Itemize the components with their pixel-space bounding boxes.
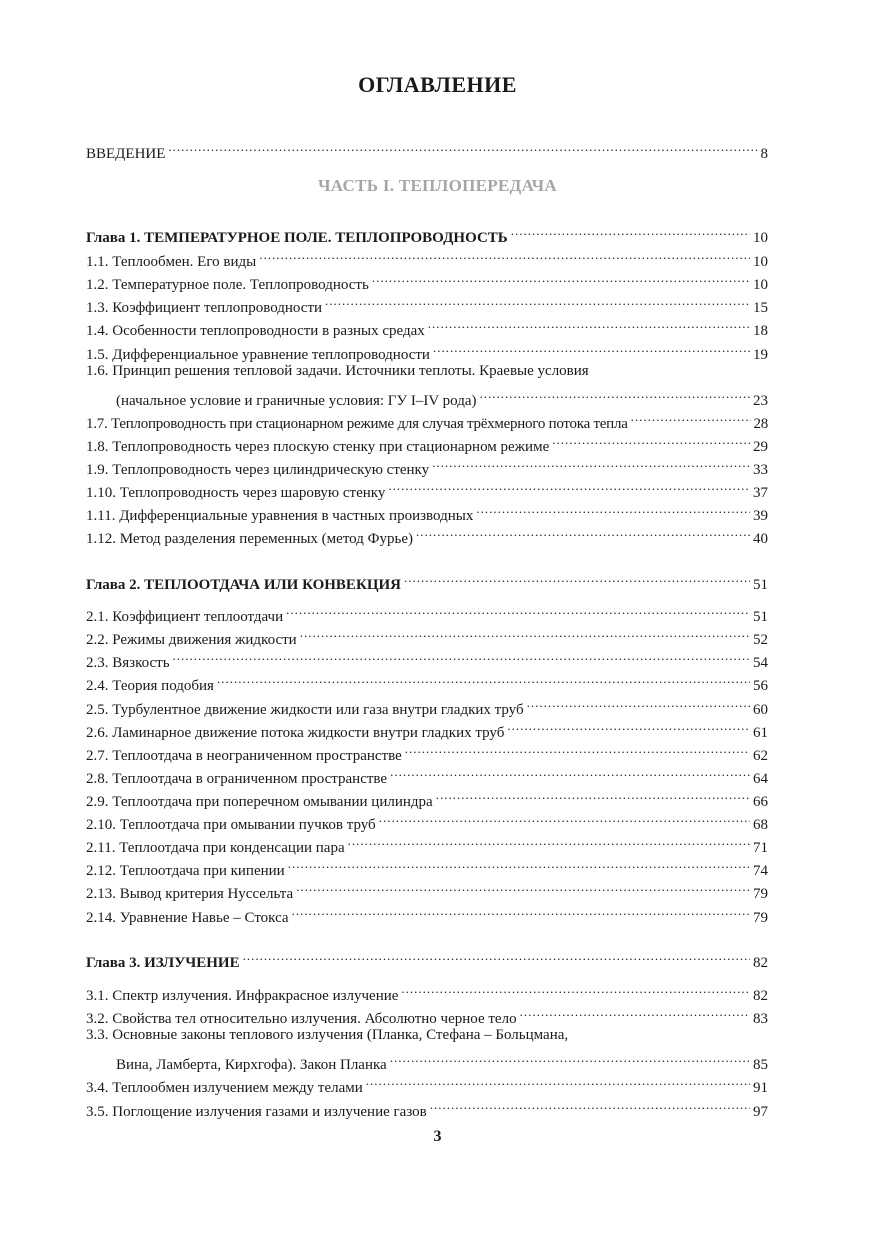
chapter-heading-2 xyxy=(86,567,768,593)
toc-entry xyxy=(86,622,768,648)
entry-page: 15 xyxy=(753,300,768,316)
entry-title: 3.3. Основные законы теплового излучения (Планка, Стефана – Больцмана, xyxy=(86,1027,569,1043)
entry-title: 1.7. Теплопроводность при стационарном режиме для случая трёхмерного потока тепла xyxy=(86,416,628,432)
toc-entry xyxy=(86,452,768,478)
leader-dots xyxy=(401,978,750,1000)
entry-page: 10 xyxy=(753,254,768,270)
toc-entry xyxy=(86,1070,768,1096)
entry-page: 28 xyxy=(753,416,768,432)
entry-title: Глава 3. ИЗЛУЧЕНИЕ xyxy=(86,955,240,971)
toc-entry xyxy=(86,360,768,382)
leader-dots xyxy=(428,313,750,335)
leader-dots xyxy=(388,475,750,497)
toc-entry xyxy=(86,761,768,787)
leader-dots xyxy=(405,738,750,760)
toc-entry xyxy=(86,1024,768,1046)
toc-entry-continuation xyxy=(116,1047,768,1073)
toc-entry xyxy=(86,645,768,671)
entry-title: 2.5. Турбулентное движение жидкости или газа внутри гладких труб xyxy=(86,702,524,718)
entry-page: 68 xyxy=(753,817,768,833)
toc-entry xyxy=(86,599,768,625)
entry-page: 61 xyxy=(753,725,768,741)
leader-dots xyxy=(507,715,750,737)
entry-page: 23 xyxy=(753,393,768,409)
leader-dots xyxy=(372,267,750,289)
toc-entry xyxy=(86,498,768,524)
entry-title: 1.3. Коэффициент теплопроводности xyxy=(86,300,323,316)
leader-dots xyxy=(436,784,750,806)
toc-entry xyxy=(86,807,768,833)
leader-dots xyxy=(511,220,750,242)
toc-entry xyxy=(86,475,768,501)
leader-dots xyxy=(552,429,750,451)
toc-entry xyxy=(86,1001,768,1027)
leader-dots xyxy=(168,136,757,158)
chapter-heading-3 xyxy=(86,945,768,971)
entry-page: 18 xyxy=(753,323,768,339)
entry-page: 40 xyxy=(753,531,768,547)
chapter-heading-1 xyxy=(86,220,768,246)
toc-entry xyxy=(86,715,768,741)
leader-dots xyxy=(292,900,750,922)
leader-dots xyxy=(296,876,750,898)
entry-page: 10 xyxy=(753,230,768,246)
leader-dots xyxy=(286,599,750,621)
leader-dots xyxy=(259,244,750,266)
entry-page: 19 xyxy=(753,347,768,363)
entry-title: 2.12. Теплоотдача при кипении xyxy=(86,863,285,879)
entry-title: 2.13. Вывод критерия Нуссельта xyxy=(86,886,294,902)
toc-entry-continuation xyxy=(116,383,768,409)
entry-title: 2.11. Теплоотдача при конденсации пара xyxy=(86,840,345,856)
entry-title: 2.14. Уравнение Навье – Стокса xyxy=(86,910,289,926)
entry-page: 79 xyxy=(753,886,768,902)
leader-dots xyxy=(390,1047,750,1069)
entry-page: 54 xyxy=(753,655,768,671)
toc-entry xyxy=(86,876,768,902)
leader-dots xyxy=(433,337,750,359)
entry-title: 2.7. Теплоотдача в неограниченном пространстве xyxy=(86,748,402,764)
entry-title: 1.5. Дифференциальное уравнение теплопроводности xyxy=(86,347,430,363)
leader-dots xyxy=(520,1001,750,1023)
toc-entry xyxy=(86,313,768,339)
entry-title: 3.4. Теплообмен излучением между телами xyxy=(86,1080,363,1096)
leader-dots xyxy=(366,1070,750,1092)
toc-entry xyxy=(86,244,768,270)
entry-page: 62 xyxy=(753,748,768,764)
leader-dots xyxy=(325,290,750,312)
toc-entry xyxy=(86,337,768,363)
entry-title: 2.8. Теплоотдача в ограниченном пространстве xyxy=(86,771,388,787)
toc-entry xyxy=(86,830,768,856)
toc-entry xyxy=(86,406,768,432)
entry-title: 1.2. Температурное поле. Теплопроводность xyxy=(86,277,369,293)
entry-title: ВВЕДЕНИЕ xyxy=(86,146,166,162)
entry-title: 1.1. Теплообмен. Его виды xyxy=(86,254,257,270)
leader-dots xyxy=(217,668,750,690)
leader-dots xyxy=(390,761,750,783)
part-heading: ЧАСТЬ I. ТЕПЛОПЕРЕДАЧА xyxy=(318,176,557,195)
entry-page: 29 xyxy=(753,439,768,455)
entry-title: (начальное условие и граничные условия: ГУ I–IV рода) xyxy=(116,393,477,409)
entry-title: 2.2. Режимы движения жидкости xyxy=(86,632,297,648)
entry-title: 1.10. Теплопроводность через шаровую стенку xyxy=(86,485,386,501)
entry-title: 1.8. Теплопроводность через плоскую стенку при стационарном режиме xyxy=(86,439,550,455)
entry-title: 1.12. Метод разделения переменных (метод Фурье) xyxy=(86,531,413,547)
entry-page: 60 xyxy=(753,702,768,718)
entry-title: Глава 2. ТЕПЛООТДАЧА ИЛИ КОНВЕКЦИЯ xyxy=(86,577,401,593)
toc-entry-intro xyxy=(86,136,768,162)
leader-dots xyxy=(173,645,750,667)
entry-page: 33 xyxy=(753,462,768,478)
leader-dots xyxy=(479,383,750,405)
leader-dots xyxy=(288,853,750,875)
toc-entry xyxy=(86,429,768,455)
entry-title: 1.11. Дифференциальные уравнения в частных производных xyxy=(86,508,474,524)
entry-page: 10 xyxy=(753,277,768,293)
toc-entry xyxy=(86,692,768,718)
entry-title: 3.5. Поглощение излучения газами и излучение газов xyxy=(86,1104,427,1120)
leader-dots xyxy=(476,498,750,520)
leader-dots xyxy=(348,830,750,852)
entry-title: 2.3. Вязкость xyxy=(86,655,170,671)
entry-page: 79 xyxy=(753,910,768,926)
leader-dots xyxy=(416,521,750,543)
entry-page: 85 xyxy=(753,1057,768,1073)
toc-entry xyxy=(86,267,768,293)
entry-title: Вина, Ламберта, Кирхгофа). Закон Планка xyxy=(116,1057,387,1073)
entry-page: 51 xyxy=(753,577,768,593)
entry-title: 1.6. Принцип решения тепловой задачи. Источники теплоты. Краевые условия xyxy=(86,363,589,379)
leader-dots xyxy=(243,945,750,967)
leader-dots xyxy=(379,807,750,829)
entry-page: 64 xyxy=(753,771,768,787)
entry-page: 91 xyxy=(753,1080,768,1096)
entry-page: 39 xyxy=(753,508,768,524)
toc-entry xyxy=(86,668,768,694)
toc-entry xyxy=(86,1094,768,1120)
entry-page: 82 xyxy=(753,988,768,1004)
entry-title: 3.1. Спектр излучения. Инфракрасное излучение xyxy=(86,988,399,1004)
entry-page: 97 xyxy=(753,1104,768,1120)
entry-title: Глава 1. ТЕМПЕРАТУРНОЕ ПОЛЕ. ТЕПЛОПРОВОДНОСТЬ xyxy=(86,230,508,246)
entry-page: 8 xyxy=(760,146,768,162)
toc-entry xyxy=(86,738,768,764)
entry-title: 1.4. Особенности теплопроводности в разных средах xyxy=(86,323,425,339)
toc-entry xyxy=(86,978,768,1004)
entry-page: 82 xyxy=(753,955,768,971)
entry-title: 2.1. Коэффициент теплоотдачи xyxy=(86,609,284,625)
entry-page: 74 xyxy=(753,863,768,879)
leader-dots xyxy=(300,622,750,644)
page-title: ОГЛАВЛЕНИЕ xyxy=(358,72,517,97)
leader-dots xyxy=(527,692,750,714)
leader-dots xyxy=(430,1094,750,1116)
entry-page: 51 xyxy=(753,609,768,625)
entry-title: 3.2. Свойства тел относительно излучения. Абсолютно черное тело xyxy=(86,1011,517,1027)
leader-dots xyxy=(631,406,751,428)
page-number: 3 xyxy=(433,1128,442,1145)
toc-entry xyxy=(86,521,768,547)
toc-entry xyxy=(86,900,768,926)
entry-title: 2.6. Ламинарное движение потока жидкости внутри гладких труб xyxy=(86,725,505,741)
entry-title: 2.9. Теплоотдача при поперечном омывании цилиндра xyxy=(86,794,433,810)
leader-dots xyxy=(404,567,750,589)
entry-page: 37 xyxy=(753,485,768,501)
leader-dots xyxy=(432,452,750,474)
entry-page: 71 xyxy=(753,840,768,856)
entry-page: 66 xyxy=(753,794,768,810)
entry-page: 52 xyxy=(753,632,768,648)
entry-title: 1.9. Теплопроводность через цилиндрическую стенку xyxy=(86,462,430,478)
entry-page: 56 xyxy=(753,678,768,694)
toc-entry xyxy=(86,290,768,316)
entry-page: 83 xyxy=(753,1011,768,1027)
toc-entry xyxy=(86,784,768,810)
toc-entry xyxy=(86,853,768,879)
entry-title: 2.10. Теплоотдача при омывании пучков труб xyxy=(86,817,376,833)
entry-title: 2.4. Теория подобия xyxy=(86,678,214,694)
